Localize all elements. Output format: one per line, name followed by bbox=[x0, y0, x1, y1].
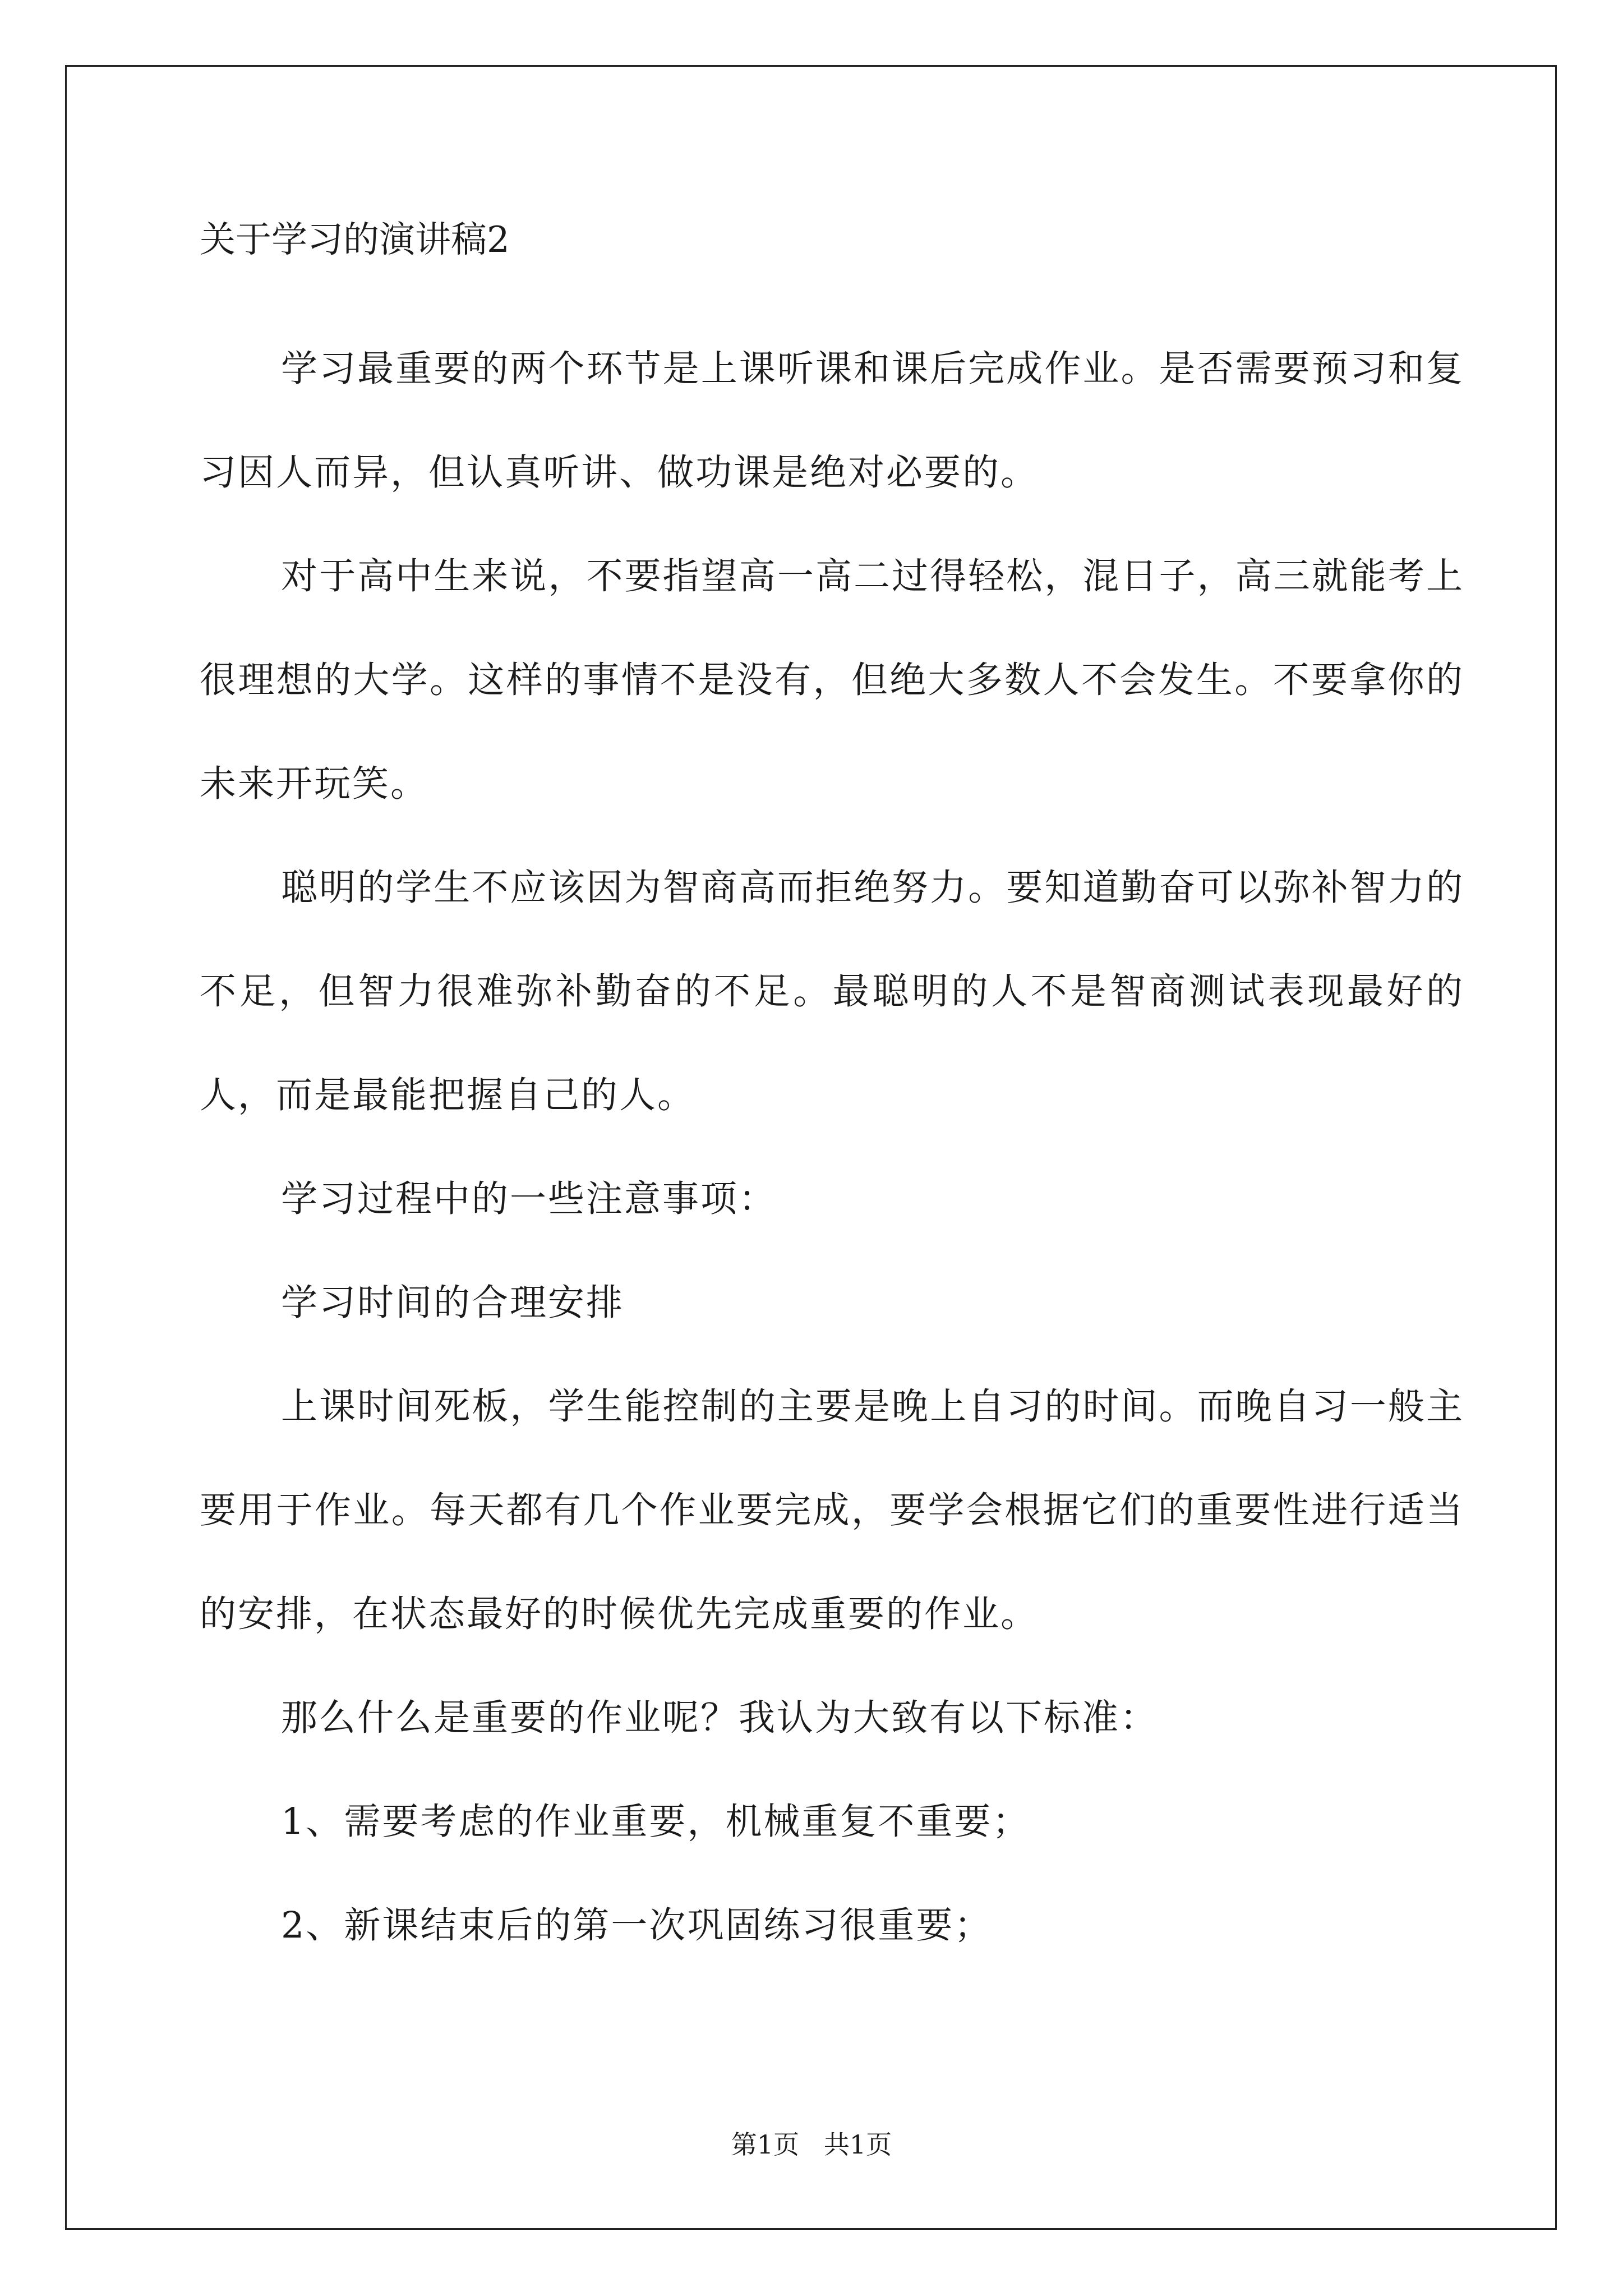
list-item: 1、需要考虑的作业重要，机械重复不重要； bbox=[281, 1801, 1031, 1843]
document-body bbox=[200, 213, 1464, 1977]
paragraph: 对于高中生来说，不要指望高一高二过得轻松，混日子，高三就能考上很理想的大学。这样的事情不是没有，但绝大多数人不会发生。不要拿你的未来开玩笑。 bbox=[200, 555, 1464, 805]
paragraph: 学习过程中的一些注意事项： bbox=[281, 1178, 777, 1220]
paragraph: 上课时间死板，学生能控制的主要是晚上自习的时间。而晚自习一般主要用于作业。每天都有几个作业要完成，要学会根据它们的重要性进行适当的安排，在状态最好的时候优先完成重要的作业。 bbox=[200, 1386, 1464, 1635]
document-title: 关于学习的演讲稿2 bbox=[200, 219, 510, 261]
section-heading: 学习时间的合理安排 bbox=[281, 1282, 625, 1324]
paragraph: 学习最重要的两个环节是上课听课和课后完成作业。是否需要预习和复习因人而异，但认真听讲、做功课是绝对必要的。 bbox=[200, 348, 1464, 494]
page-footer: 第1页 共1页 bbox=[731, 2129, 892, 2160]
list-item: 2、新课结束后的第一次巩固练习很重要； bbox=[281, 1904, 993, 1947]
paragraph: 那么什么是重要的作业呢？我认为大致有以下标准： bbox=[281, 1697, 1159, 1739]
paragraph: 聪明的学生不应该因为智商高而拒绝努力。要知道勤奋可以弥补智力的不足，但智力很难弥补勤奋的不足。最聪明的人不是智商测试表现最好的人，而是最能把握自己的人。 bbox=[200, 867, 1464, 1116]
paragraph-list bbox=[200, 317, 1464, 1977]
